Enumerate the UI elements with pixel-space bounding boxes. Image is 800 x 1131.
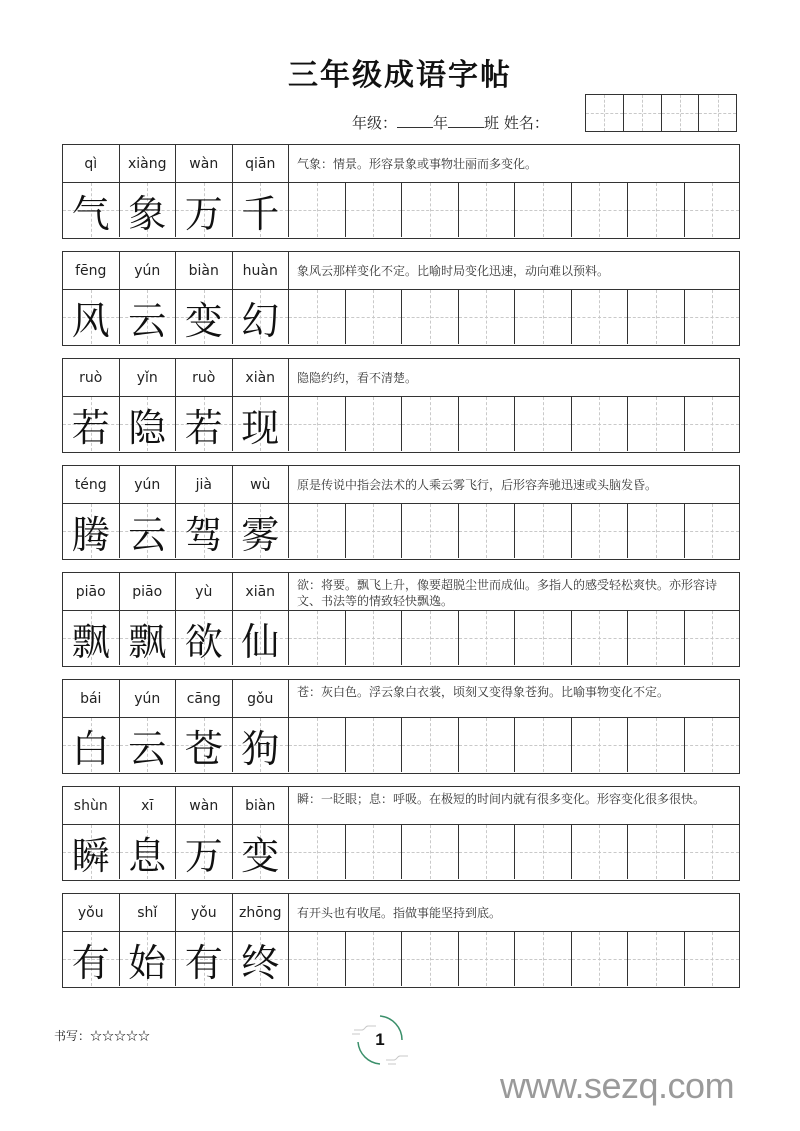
name-cell[interactable] [699,95,736,131]
character-cell [176,290,233,344]
practice-cell[interactable] [289,825,346,879]
writing-row [63,825,739,879]
pinyin-cell: bái [63,680,120,717]
character-cell [120,825,177,879]
pinyin-cell: yún [120,680,177,717]
character-cell [120,718,177,772]
idiom-block [62,893,740,988]
practice-cell[interactable] [572,504,629,558]
character-cell [63,825,120,879]
idiom-character: 幻 [241,298,280,343]
idiom-character: 气 [71,191,110,236]
idiom-character: 现 [241,405,280,450]
practice-cell[interactable] [572,932,629,986]
character-cell [63,718,120,772]
practice-cell[interactable] [685,825,740,879]
pinyin-cell: yǐn [120,359,177,396]
practice-cell[interactable] [685,611,740,665]
pinyin-cell: wù [233,466,290,503]
name-cell[interactable] [586,95,624,131]
writing-row [63,504,739,558]
pinyin-cell: qiān [233,145,290,182]
idiom-character: 有 [71,940,110,985]
character-cell [63,290,120,344]
idiom-character: 始 [128,940,167,985]
idiom-character: 变 [184,298,223,343]
name-label: 姓名： [503,114,549,132]
character-cell [120,932,177,986]
character-cell [63,397,120,451]
writing-row [63,183,739,237]
practice-cell[interactable] [515,397,572,451]
character-cell [233,397,290,451]
character-cell [120,183,177,237]
practice-cell[interactable] [289,290,346,344]
student-info [352,112,549,133]
practice-cell[interactable] [289,397,346,451]
pinyin-cell: yún [120,466,177,503]
writing-rating [54,1027,150,1044]
idiom-character: 云 [128,298,167,343]
idiom-definition: 隐隐约约，看不清楚。 [297,370,418,385]
pinyin-row [63,680,739,718]
character-cell [63,932,120,986]
pinyin-cell: gǒu [233,680,290,717]
pinyin-cell: ruò [63,359,120,396]
practice-cell[interactable] [346,504,403,558]
practice-cell[interactable] [628,183,685,237]
character-cell [120,397,177,451]
practice-cell[interactable] [402,932,459,986]
practice-cell[interactable] [628,504,685,558]
practice-cell[interactable] [515,932,572,986]
class-blank[interactable] [448,113,484,128]
idiom-character: 仙 [241,619,280,664]
character-cell [120,290,177,344]
idiom-definition: 欲：将要。飘飞上升，像要超脱尘世而成仙。多指人的感受轻松爽快。亦形容诗文、书法等的情致轻快飘逸。 [297,578,718,608]
pinyin-cell: xī [120,787,177,824]
practice-cell[interactable] [289,504,346,558]
idiom-definition: 气象：情景。形容景象或事物壮丽而多变化。 [297,156,538,171]
character-cell [176,183,233,237]
idiom-character: 瞬 [71,833,110,878]
idiom-character: 千 [241,191,280,236]
idiom-definition: 原是传说中指会法术的人乘云雾飞行，后形容奔驰迅速或头脑发昏。 [297,477,658,492]
class-label: 班 [484,114,500,132]
practice-cell[interactable] [628,290,685,344]
idiom-definition: 有开头也有收尾。指做事能坚持到底。 [297,905,502,920]
idiom-character: 驾 [184,512,223,557]
idiom-block [62,251,740,346]
pinyin-cell: zhōng [233,894,290,931]
practice-cell[interactable] [515,290,572,344]
grade-label: 年级： [352,114,398,132]
practice-cell[interactable] [628,825,685,879]
practice-cell[interactable] [346,397,403,451]
pinyin-cell: yǒu [176,894,233,931]
pinyin-cell: qì [63,145,120,182]
practice-cell[interactable] [628,397,685,451]
practice-cell[interactable] [685,718,740,772]
pinyin-row [63,466,739,504]
practice-cell[interactable] [459,290,516,344]
character-cell [233,718,290,772]
character-cell [176,825,233,879]
idiom-character: 万 [184,191,223,236]
practice-cell[interactable] [459,718,516,772]
practice-cell[interactable] [459,611,516,665]
idiom-block [62,786,740,881]
writing-row [63,718,739,772]
pinyin-cell: téng [63,466,120,503]
name-box[interactable] [585,94,737,132]
idiom-block [62,572,740,667]
practice-cell[interactable] [402,504,459,558]
idiom-character: 若 [71,405,110,450]
pinyin-cell: yù [176,573,233,610]
character-cell [63,504,120,558]
idiom-character: 苍 [184,726,223,771]
writing-label: 书写： [54,1029,91,1043]
pinyin-row [63,145,739,183]
character-cell [233,932,290,986]
pinyin-cell: wàn [176,787,233,824]
practice-cell[interactable] [402,290,459,344]
character-cell [120,611,177,665]
practice-cell[interactable] [402,397,459,451]
idiom-character: 狗 [241,726,280,771]
practice-cell[interactable] [685,397,740,451]
rating-stars[interactable]: ☆☆☆☆☆ [90,1029,151,1043]
practice-cell[interactable] [572,718,629,772]
character-cell [176,718,233,772]
pinyin-row [63,573,739,611]
pinyin-cell: biàn [176,252,233,289]
practice-cell[interactable] [459,397,516,451]
idiom-character: 飘 [71,619,110,664]
character-cell [233,504,290,558]
writing-row [63,611,739,665]
idiom-character: 腾 [71,512,110,557]
pinyin-cell: piāo [120,573,177,610]
pinyin-cell: piāo [63,573,120,610]
idiom-character: 隐 [128,405,167,450]
idiom-definition: 瞬：一眨眼；息：呼吸。在极短的时间内就有很多变化。形容变化很多很快。 [297,792,706,806]
practice-cell[interactable] [628,611,685,665]
practice-cell[interactable] [515,718,572,772]
practice-cell[interactable] [346,825,403,879]
pinyin-cell: xiàng [120,145,177,182]
character-cell [233,290,290,344]
writing-row [63,397,739,451]
idiom-character: 象 [128,191,167,236]
character-cell [233,611,290,665]
practice-cell[interactable] [685,504,740,558]
practice-cell[interactable] [572,290,629,344]
practice-cell[interactable] [459,932,516,986]
idiom-character: 万 [184,833,223,878]
idiom-block [62,358,740,453]
practice-cell[interactable] [515,504,572,558]
character-cell [233,183,290,237]
practice-cell[interactable] [515,825,572,879]
practice-cell[interactable] [402,611,459,665]
pinyin-cell: shùn [63,787,120,824]
character-cell [63,611,120,665]
practice-cell[interactable] [572,825,629,879]
practice-cell[interactable] [572,611,629,665]
pinyin-cell: shǐ [120,894,177,931]
page-number-badge [352,1012,408,1068]
practice-cell[interactable] [685,290,740,344]
pinyin-cell: fēng [63,252,120,289]
practice-cell[interactable] [515,183,572,237]
pinyin-cell: xiàn [233,359,290,396]
practice-cell[interactable] [685,932,740,986]
practice-cell[interactable] [459,504,516,558]
idiom-character: 若 [184,405,223,450]
character-cell [120,504,177,558]
pinyin-row [63,787,739,825]
pinyin-cell: cāng [176,680,233,717]
practice-cell[interactable] [459,825,516,879]
year-label: 年 [433,114,449,132]
idiom-character: 云 [128,512,167,557]
character-cell [176,504,233,558]
idiom-block [62,144,740,239]
practice-cell[interactable] [402,825,459,879]
practice-cell[interactable] [628,932,685,986]
idiom-character: 雾 [241,512,280,557]
character-cell [176,397,233,451]
practice-cell[interactable] [289,183,346,237]
character-cell [176,932,233,986]
idiom-character: 有 [184,940,223,985]
pinyin-row [63,252,739,290]
idiom-character: 白 [71,726,110,771]
practice-cell[interactable] [289,718,346,772]
pinyin-cell: biàn [233,787,290,824]
pinyin-cell: ruò [176,359,233,396]
character-cell [233,825,290,879]
character-cell [63,183,120,237]
practice-cell[interactable] [346,932,403,986]
idiom-character: 息 [128,833,167,878]
page-title: 三年级成语字帖 [288,58,512,93]
idiom-character: 飘 [128,619,167,664]
writing-row [63,932,739,986]
pinyin-cell: wàn [176,145,233,182]
name-cell[interactable] [662,95,700,131]
practice-cell[interactable] [572,397,629,451]
pinyin-cell: huàn [233,252,290,289]
practice-cell[interactable] [515,611,572,665]
practice-cell[interactable] [346,183,403,237]
idiom-definition: 苍：灰白色。浮云象白衣裳，顷刻又变得象苍狗。比喻事物变化不定。 [297,685,670,699]
idiom-character: 风 [71,298,110,343]
idiom-character: 终 [241,940,280,985]
pinyin-cell: yún [120,252,177,289]
idiom-block [62,679,740,774]
practice-cell[interactable] [572,183,629,237]
practice-cell[interactable] [685,183,740,237]
character-cell [176,611,233,665]
practice-cell[interactable] [346,611,403,665]
page-number: 1 [375,1030,385,1049]
pinyin-cell: yǒu [63,894,120,931]
practice-cell[interactable] [289,932,346,986]
idiom-block [62,465,740,560]
practice-cell[interactable] [628,718,685,772]
idiom-character: 云 [128,726,167,771]
watermark: www.sezq.com [500,1065,735,1106]
name-cell[interactable] [624,95,662,131]
practice-cell[interactable] [402,718,459,772]
practice-cell[interactable] [402,183,459,237]
pinyin-row [63,359,739,397]
practice-cell[interactable] [459,183,516,237]
idiom-character: 欲 [184,619,223,664]
pinyin-cell: jià [176,466,233,503]
practice-cell[interactable] [346,290,403,344]
idiom-character: 变 [241,833,280,878]
practice-cell[interactable] [346,718,403,772]
writing-row [63,290,739,344]
grade-year-blank[interactable] [397,113,433,128]
practice-cell[interactable] [289,611,346,665]
pinyin-row [63,894,739,932]
pinyin-cell: xiān [233,573,290,610]
idiom-definition: 象风云那样变化不定。比喻时局变化迅速，动向难以预料。 [297,263,610,278]
